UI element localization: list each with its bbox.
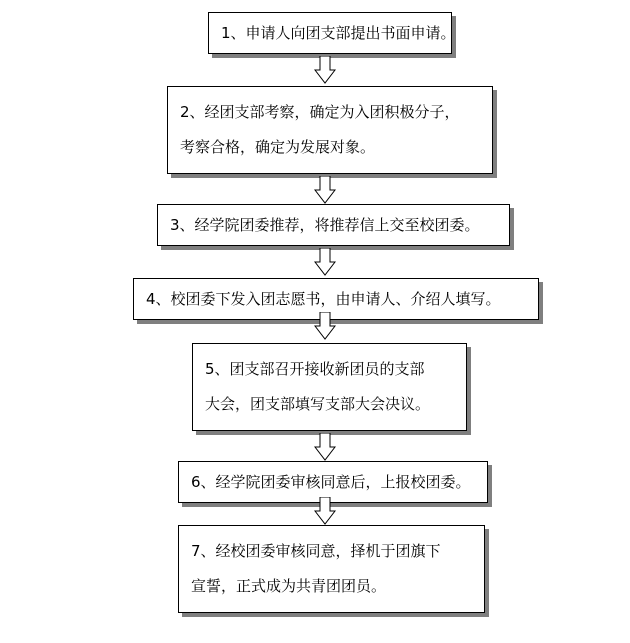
step-5-line-1: 5、团支部召开接收新团员的支部: [205, 360, 425, 378]
step-2-line-2: 考察合格，确定为发展对象。: [180, 138, 376, 156]
down-arrow-icon: [314, 176, 336, 204]
down-arrow-icon: [314, 312, 336, 340]
step-3-text: 3、经学院团委推荐，将推荐信上交至校团委。: [170, 215, 480, 234]
down-arrow-icon: [314, 248, 336, 276]
down-arrow-icon: [314, 433, 336, 461]
step-2-line-1: 2、经团支部考察，确定为入团积极分子，: [180, 103, 460, 121]
flow-step-5: [192, 343, 467, 431]
flow-step-2: [167, 86, 493, 174]
step-7-line-2: 宣誓，正式成为共青团团员。: [191, 577, 387, 595]
flow-step-7: [178, 525, 485, 613]
step-1-text: 1、申请人向团支部提出书面申请。: [221, 23, 456, 42]
step-6-text: 6、经学院团委审核同意后，上报校团委。: [191, 472, 471, 491]
flow-step-3: [157, 204, 510, 246]
down-arrow-icon: [314, 497, 336, 525]
step-5-line-2: 大会，团支部填写支部大会决议。: [205, 395, 431, 413]
down-arrow-icon: [314, 56, 336, 84]
flow-step-4: [133, 278, 539, 320]
flow-step-1: [208, 12, 456, 54]
step-7-line-1: 7、经校团委审核同意，择机于团旗下: [191, 542, 441, 560]
step-4-text: 4、校团委下发入团志愿书，由申请人、介绍人填写。: [146, 289, 501, 308]
